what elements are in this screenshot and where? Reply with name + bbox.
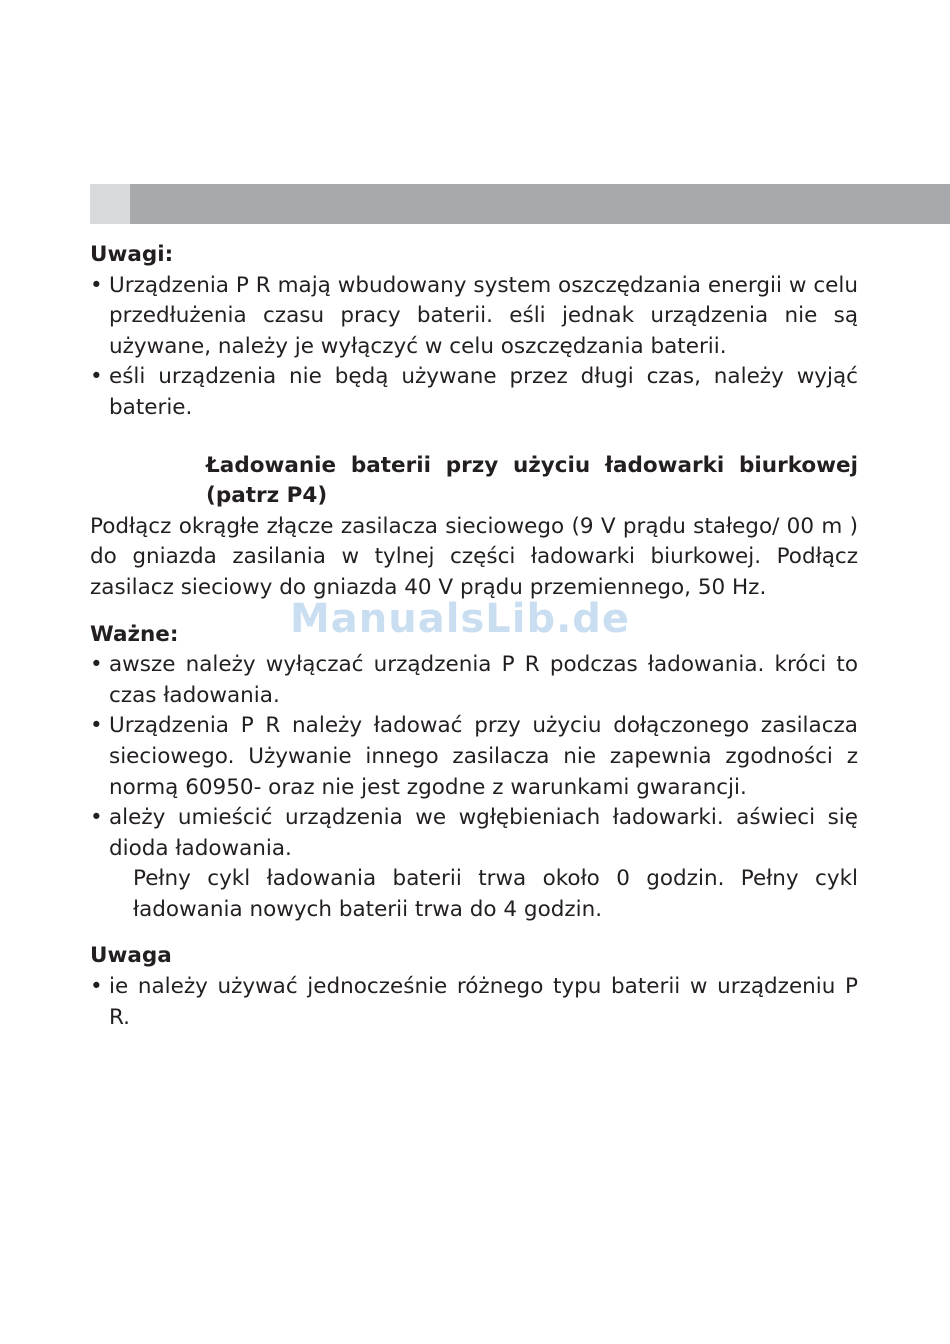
list-item	[90, 972, 858, 1033]
important-list	[90, 650, 858, 864]
charging-duration-text: Pełny cykl ładowania baterii trwa około 0 godzin. Pełny cykl ładowania nowych baterii trwa do 4 godzin.	[133, 866, 858, 922]
list-item	[90, 650, 858, 711]
bullet-icon: •	[90, 652, 103, 678]
section-header-bar	[90, 184, 950, 224]
list-item	[90, 362, 858, 423]
warning-heading: Uwaga	[90, 943, 172, 969]
warning-list	[90, 972, 858, 1033]
bullet-icon: •	[90, 272, 103, 298]
charging-heading: Ładowanie baterii przy użyciu ładowarki biurkowej (patrz P4)	[206, 452, 858, 509]
important-item-text: awsze należy wyłączać urządzenia P R podczas ładowania. króci to czas ładowania.	[109, 652, 858, 708]
notes-item-text: Urządzenia P R mają wbudowany system oszczędzania energii w celu przedłużenia czasu pracy baterii. eśli jednak urządzenia nie są używane, należy je wyłączyć w celu oszczędzania baterii.	[109, 272, 858, 359]
important-heading: Ważne:	[90, 621, 179, 647]
list-item	[90, 803, 858, 864]
bullet-icon: •	[90, 713, 103, 739]
important-item-text: ależy umieścić urządzenia we wgłębieniach ładowarki. aświeci się dioda ładowania.	[109, 805, 858, 861]
charging-paragraph: Podłącz okrągłe złącze zasilacza sieciowego (9 V prądu stałego/ 00 m ) do gniazda zasilania w tylnej części ładowarki biurkowej. Podłącz zasilacz sieciowy do gniazda 40 V prądu przemiennego, 50 Hz.	[90, 513, 858, 600]
notes-heading: Uwagi:	[90, 242, 174, 267]
watermark-logo: ManualsLib.de	[290, 596, 631, 642]
section-header-tab	[90, 184, 130, 224]
bullet-icon: •	[90, 805, 103, 831]
notes-item-text: eśli urządzenia nie będą używane przez długi czas, należy wyjąć baterie.	[109, 364, 858, 420]
warning-item-text: ie należy używać jednocześnie różnego typu baterii w urządzeniu P R.	[109, 974, 858, 1030]
notes-list	[90, 271, 858, 424]
bullet-icon: •	[90, 974, 103, 1000]
list-item	[90, 271, 858, 363]
list-item	[90, 711, 858, 803]
manual-page-content	[90, 240, 858, 1033]
important-item-text: Urządzenia P R należy ładować przy użyciu dołączonego zasilacza sieciowego. Używanie innego zasilacza nie zapewnia zgodności z normą 60950- oraz nie jest zgodne z warunkami gwarancji.	[109, 713, 858, 800]
bullet-icon: •	[90, 364, 103, 390]
